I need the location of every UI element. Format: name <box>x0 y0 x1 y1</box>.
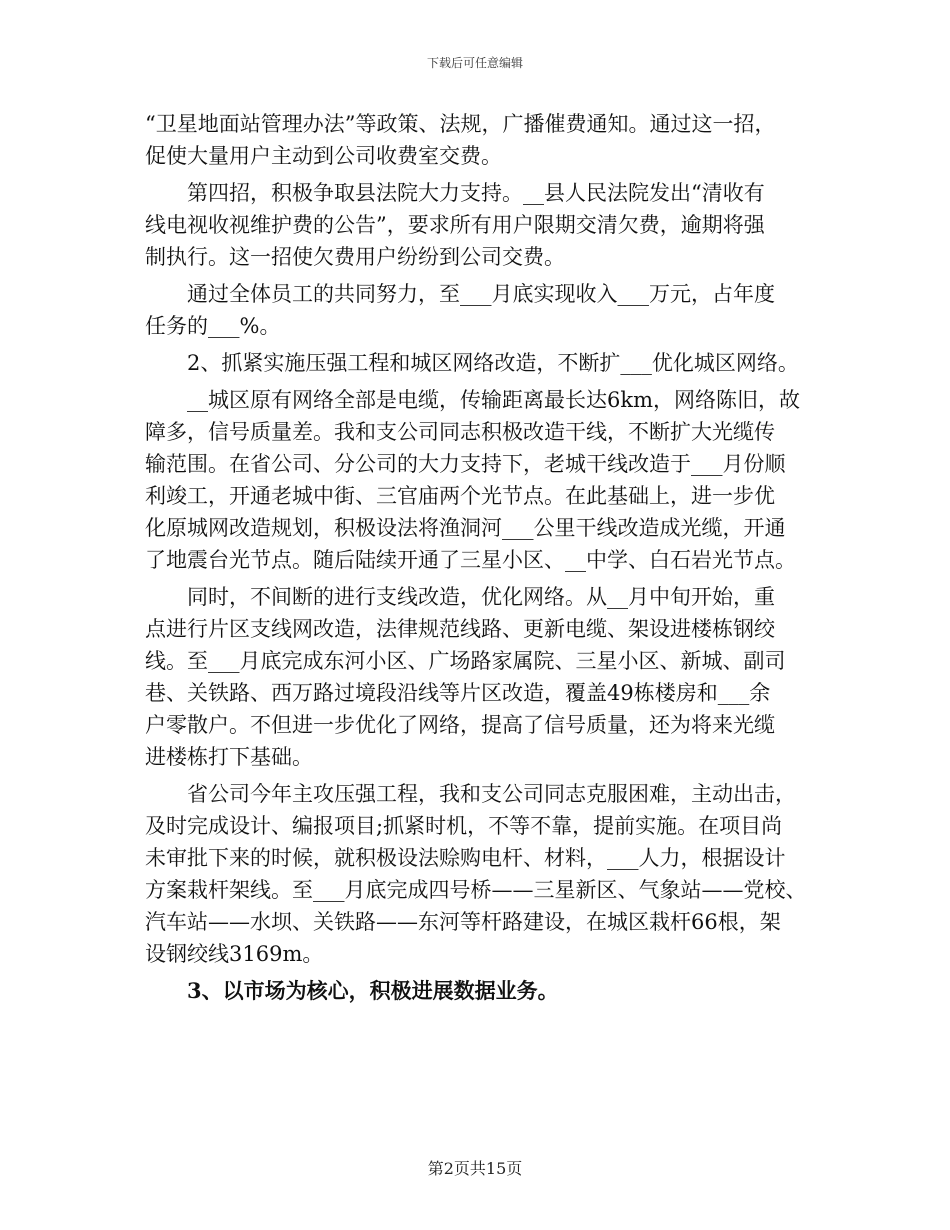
paragraph-line: 省公司今年主攻压强工程，我和支公司同志克服困难，主动出击， <box>187 782 796 806</box>
page-footer: 第2页共15页 <box>427 1159 523 1178</box>
paragraph-line: 利竣工，开通老城中街、三官庙两个光节点。在此基础上，进一步优 <box>145 484 775 508</box>
paragraph-line: 户零散户。不但进一步优化了网络，提高了信号质量，还为将来光缆 <box>145 713 775 737</box>
paragraph-line: 任务的___%。 <box>145 314 281 338</box>
paragraph-line: 设钢绞线3169m。 <box>145 942 324 966</box>
paragraph-line: 制执行。这一招使欠费用户纷纷到公司交费。 <box>145 245 565 269</box>
section-heading: 2、抓紧实施压强工程和城区网络改造，不断扩___优化城区网络。 <box>187 351 799 375</box>
paragraph-line: 线。至___月底完成东河小区、广场路家属院、三星小区、新城、副司 <box>145 649 786 673</box>
paragraph-line: 输范围。在省公司、分公司的大力支持下，老城干线改造于___月份顺 <box>145 452 786 476</box>
paragraph-line: 未审批下来的时候，就积极设法赊购电杆、材料，___人力，根据设计 <box>145 846 786 870</box>
paragraph-line: 进楼栋打下基础。 <box>145 745 313 769</box>
paragraph-line: 促使大量用户主动到公司收费室交费。 <box>145 144 502 168</box>
paragraph-line: 障多，信号质量差。我和支公司同志积极改造干线，不断扩大光缆传 <box>145 420 775 444</box>
paragraph-line: __城区原有网络全部是电缆，传输距离最长达6km，网络陈旧，故 <box>187 388 800 412</box>
paragraph-line: 线电视收视维护费的公告”，要求所有用户限期交清欠费，逾期将强 <box>145 213 765 237</box>
section-heading: 3、以市场为核心，积极进展数据业务。 <box>187 978 559 1003</box>
paragraph-line: “卫星地面站管理办法”等政策、法规，广播催费通知。通过这一招， <box>145 112 776 136</box>
paragraph-line: 化原城网改造规划，积极设法将渔洞河___公里干线改造成光缆，开通 <box>145 516 786 540</box>
paragraph-line: 汽车站——水坝、关铁路——东河等杆路建设，在城区栽杆66根，架 <box>145 910 781 934</box>
paragraph-line: 及时完成设计、编报项目;抓紧时机，不等不靠，提前实施。在项目尚 <box>145 814 783 838</box>
paragraph-line: 了地震台光节点。随后陆续开通了三星小区、__中学、白石岩光节点。 <box>145 548 796 572</box>
page-header: 下载后可任意编辑 <box>426 56 523 70</box>
paragraph-line: 第四招，积极争取县法院大力支持。__县人民法院发出“清收有 <box>187 181 765 205</box>
paragraph-line: 点进行片区支线网改造，法律规范线路、更新电缆、架设进楼栋钢绞 <box>145 617 775 641</box>
document-body <box>145 108 825 1007</box>
paragraph-line: 通过全体员工的共同努力，至___月底实现收入___万元，占年度 <box>187 282 775 306</box>
paragraph-line: 方案栽杆架线。至___月底完成四号桥——三星新区、气象站——党校、 <box>145 878 807 902</box>
paragraph-line: 巷、关铁路、西万路过境段沿线等片区改造，覆盖49栋楼房和___余 <box>145 681 771 705</box>
paragraph-line: 同时，不间断的进行支线改造，优化网络。从__月中旬开始，重 <box>187 585 775 609</box>
